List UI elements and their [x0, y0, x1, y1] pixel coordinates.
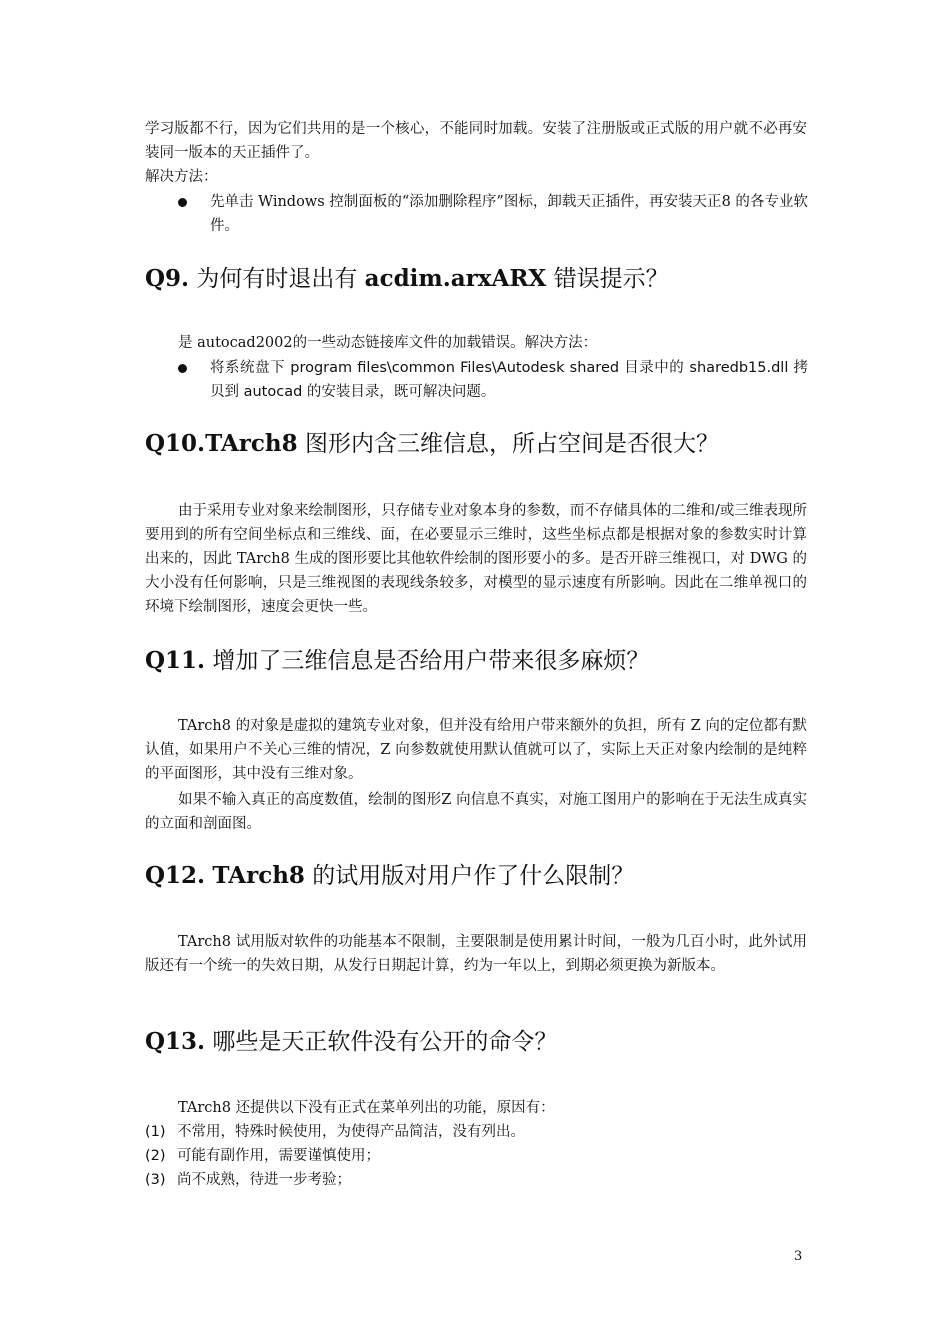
q11-paragraph-2: 如果不输入真正的高度数值，绘制的图形Z 向信息不真实，对施工图用户的影响在于无法生成真实的立面和剖面图。 — [145, 792, 807, 832]
list-item: (1) 不常用，特殊时候使用，为使得产品简洁，没有列出。 — [145, 1124, 525, 1140]
q10-paragraph: 由于采用专业对象来绘制图形，只存储专业对象本身的参数，而不存储具体的二维和/或三维表现所要用到的所有空间坐标点和三维线、面，在必要显示三维时，这些坐标点都是根据对象的参数实时计算出来的，因此 TArch8 生成的图形要比其他软件绘制的图形要小的多。是否开辟三维视口，对 DWG 的大小没有任何影响，只是三维视图的表现线条较多，对模型的显示速度有所影响。因此在二维单视口的环境下绘制图形，速度会更快一些。 — [145, 503, 807, 615]
page-number: 3 — [794, 1249, 803, 1264]
q9-title-bold: acdim.arxARX — [364, 265, 547, 292]
q10-title-bold: TArch8 — [205, 430, 298, 457]
q12-title-bold: TArch8 — [212, 862, 305, 889]
q9-bullet — [178, 356, 808, 404]
q9-paragraph: 是 autocad2002的一些动态链接库文件的加载错误。解决方法： — [178, 335, 598, 351]
bullet-dot-icon — [178, 364, 187, 373]
q13-paragraph: TArch8 还提供以下没有正式在菜单列出的功能，原因有： — [178, 1100, 555, 1116]
q12-title-post: 的试用版对用户作了什么限制？ — [312, 863, 635, 889]
q9-bullet-text: 将系统盘下 program files\common Files\Autodesk shared 目录中的 sharedb15.dll 拷贝到 autocad 的安装目录，既可解决问题。 — [210, 360, 808, 400]
q9-title-post: 错误提示？ — [553, 266, 669, 292]
intro-bullet-text: 先单击 Windows 控制面板的“添加删除程序”图标，卸载天正插件，再安装天正8 的各专业软件。 — [210, 194, 808, 234]
q9-heading — [145, 263, 825, 295]
q9-number: Q9. — [145, 265, 190, 292]
q11-number: Q11. — [145, 647, 206, 674]
q11-paragraph-1: TArch8 的对象是虚拟的建筑专业对象，但并没有给用户带来额外的负担，所有 Z 向的定位都有默认值，如果用户不关心三维的情况，Z 向参数就使用默认值就可以了，实际上天正对象内绘制的是纯粹的平面图形，其中没有三维对象。 — [145, 718, 807, 782]
q10-heading — [145, 428, 825, 460]
q13-title-post: 哪些是天正软件没有公开的命令？ — [212, 1029, 558, 1055]
q13-heading — [145, 1026, 825, 1058]
bullet-dot-icon — [178, 198, 187, 207]
q9-title-pre: 为何有时退出有 — [196, 266, 358, 292]
q10-title-post: 图形内含三维信息，所占空间是否很大？ — [304, 431, 719, 457]
q13-number: Q13. — [145, 1028, 206, 1055]
solution-label: 解决方法： — [145, 169, 218, 185]
q11-title-post: 增加了三维信息是否给用户带来很多麻烦？ — [212, 648, 650, 674]
intro-paragraph: 学习版都不行，因为它们共用的是一个核心，不能同时加载。安装了注册版或正式版的用户就不必再安装同一版本的天正插件了。 — [145, 121, 807, 161]
list-item: (2) 可能有副作用，需要谨慎使用； — [145, 1148, 380, 1164]
q12-number: Q12. — [145, 862, 206, 889]
q12-heading — [145, 860, 825, 892]
q12-paragraph: TArch8 试用版对软件的功能基本不限制，主要限制是使用累计时间，一般为几百小时，此外试用版还有一个统一的失效日期，从发行日期起计算，约为一年以上，到期必须更换为新版本。 — [145, 934, 807, 974]
intro-bullet — [178, 190, 808, 238]
q11-heading — [145, 645, 825, 677]
list-item: (3) 尚不成熟，待进一步考验； — [145, 1172, 351, 1188]
q13-reason-list — [145, 1120, 807, 1192]
q10-number: Q10. — [145, 430, 206, 457]
